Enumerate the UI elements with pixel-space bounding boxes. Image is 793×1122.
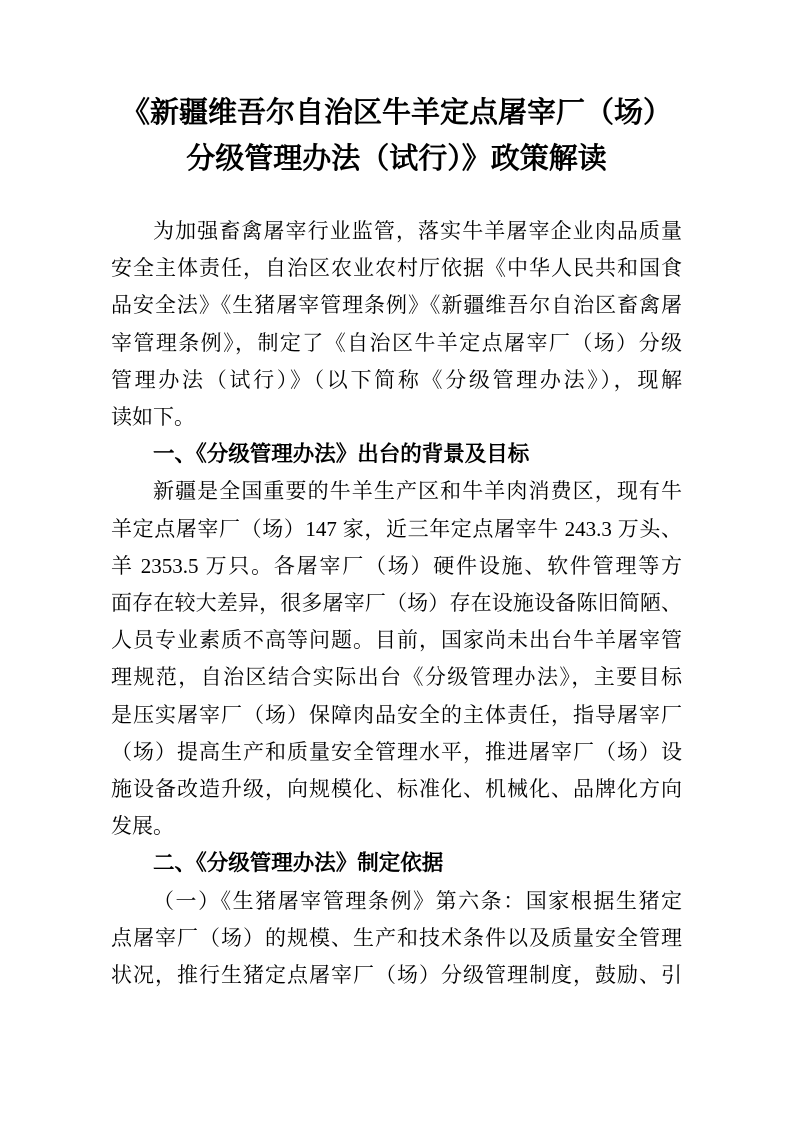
- paragraph-line: 羊定点屠宰厂（场）147 家，近三年定点屠宰牛 243.3 万头、: [111, 516, 682, 541]
- paragraph-line: 状况，推行生猪定点屠宰厂（场）分级管理制度，鼓励、引: [111, 963, 682, 988]
- document-body: [111, 213, 682, 994]
- paragraph-line: 安全主体责任，自治区农业农村厅依据《中华人民共和国食: [111, 256, 682, 281]
- title-line: 分级管理办法（试行）》政策解读: [186, 143, 607, 175]
- paragraph-line: 点屠宰厂（场）的规模、生产和技术条件以及质量安全管理: [111, 925, 682, 950]
- paragraph-line: 管理办法（试行）》（以下简称《分级管理办法》），现解: [111, 367, 682, 392]
- paragraph-line: 施设备改造升级，向规模化、标准化、机械化、品牌化方向: [111, 777, 682, 802]
- paragraph-line: 为加强畜禽屠宰行业监管，落实牛羊屠宰企业肉品质量: [153, 219, 682, 243]
- paragraph-line: 理规范，自治区结合实际出台《分级管理办法》，主要目标: [111, 665, 682, 690]
- paragraph-line: 新疆是全国重要的牛羊生产区和牛羊肉消费区，现有牛: [153, 479, 682, 504]
- section-1-heading: 一、《分级管理办法》出台的背景及目标: [153, 442, 530, 467]
- paragraph-line: 读如下。: [111, 405, 195, 430]
- paragraph-line: （场）提高生产和质量安全管理水平，推进屠宰厂（场）设: [111, 739, 682, 764]
- paragraph-line: 面存在较大差异，很多屠宰厂（场）存在设施设备陈旧简陋、: [111, 591, 682, 616]
- paragraph-line: 是压实屠宰厂（场）保障肉品安全的主体责任，指导屠宰厂: [111, 702, 682, 727]
- paragraph-line: 羊 2353.5 万只。各屠宰厂（场）硬件设施、软件管理等方: [111, 553, 682, 578]
- paragraph-line: 宰管理条例》，制定了《自治区牛羊定点屠宰厂（场）分级: [111, 330, 682, 355]
- section-2-heading: 二、《分级管理办法》制定依据: [153, 851, 444, 876]
- section-1-paragraph: [111, 473, 682, 845]
- paragraph-line: 发展。: [111, 814, 174, 839]
- title-line: 《新疆维吾尔自治区牛羊定点屠宰厂（场）: [120, 97, 672, 129]
- paragraph-line: （一）《生猪屠宰管理条例》第六条：国家根据生猪定: [153, 888, 682, 913]
- paragraph-line: 品安全法》《生猪屠宰管理条例》《新疆维吾尔自治区畜禽屠: [111, 293, 682, 318]
- paragraph-line: 人员专业素质不高等问题。目前，国家尚未出台牛羊屠宰管: [111, 628, 682, 653]
- intro-paragraph: [111, 213, 682, 436]
- section-2-paragraph: [111, 883, 682, 995]
- document-title: [111, 90, 682, 182]
